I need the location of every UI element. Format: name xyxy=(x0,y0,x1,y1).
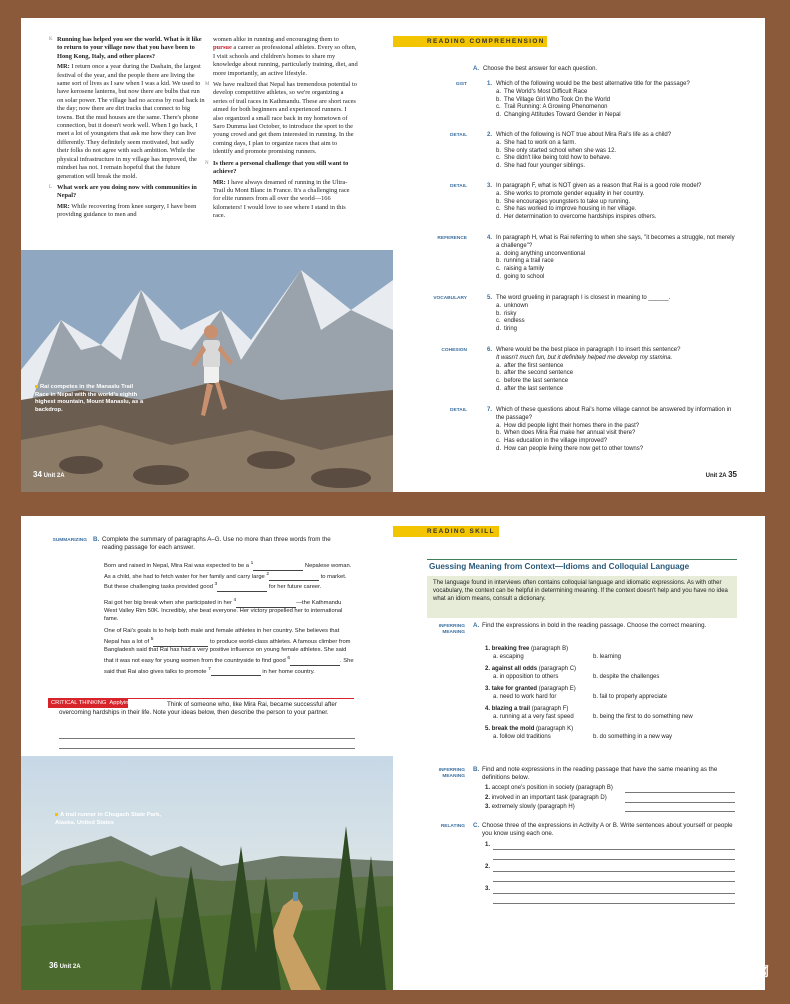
answer-line[interactable] xyxy=(625,811,735,812)
list-item: 2. against all odds (paragraph C) xyxy=(485,666,577,672)
mountain-runner-photo xyxy=(21,250,393,492)
skill-title: Guessing Meaning from Context—Idioms and Colloquial Language xyxy=(429,562,690,571)
list-item: 3. extremely slowly (paragraph H) xyxy=(485,804,575,810)
option[interactable]: b. She encourages youngsters to take up running. xyxy=(496,198,631,205)
peanut-logo-icon xyxy=(688,963,708,979)
summary-blank-6[interactable] xyxy=(290,659,340,666)
option[interactable]: b. risky xyxy=(496,310,517,317)
answer-line[interactable] xyxy=(493,859,735,860)
section-a-heading: A. Choose the best answer for each question. xyxy=(473,66,598,72)
page-folio: 36 Unit 2A xyxy=(49,961,81,970)
skill-tag: DETAIL xyxy=(450,184,467,189)
critical-thinking-prompt: Think of someone who, like Mira Rai, became successful after overcoming hardships in their life. Note your ideas below, then describe the person to your partner. xyxy=(59,701,337,716)
option[interactable]: b. after the second sentence xyxy=(496,370,574,377)
answer-line[interactable] xyxy=(493,903,735,904)
summary-blank-1[interactable] xyxy=(253,564,303,571)
option[interactable]: d. tiring xyxy=(496,326,518,333)
answer-line[interactable] xyxy=(493,871,735,872)
mountain-photo-illustration xyxy=(21,250,393,492)
section-a: A. Find the expressions in bold in the reading passage. Choose the correct meaning. xyxy=(473,622,707,629)
option[interactable]: d. Changing Attitudes Toward Gender in Nepal xyxy=(496,112,621,119)
option[interactable]: a. in opposition to others xyxy=(493,674,559,680)
section-b-heading: B. Complete the summary of paragraphs A–G. Use no more than three words from the reading passage for each answer. xyxy=(93,536,331,551)
option[interactable]: b. The Village Girl Who Took On the World xyxy=(496,96,611,103)
option[interactable]: c. She didn't like being told how to behave. xyxy=(496,155,612,162)
photo-caption: Rai competes in the Manaslu Trail Race in Nepal with the world's eighth highest mountain, Mount Manaslu, as a backdrop. xyxy=(35,384,144,413)
option[interactable]: c. raising a family xyxy=(496,266,545,273)
option[interactable]: a. escaping xyxy=(493,654,524,660)
list-item: 5. break the mold (paragraph K) xyxy=(485,726,574,732)
question-7: 7. Which of these questions about Rai's home village cannot be answered by information in the passage? a. How did people light their homes there in the past? b. When does Mira Rai make her annual visit there? c. Has education in the village improved? d. How can people living there now get to other towns? xyxy=(487,407,737,454)
answer-line[interactable] xyxy=(493,849,735,850)
answer-line[interactable] xyxy=(59,738,355,739)
choice-row xyxy=(485,653,735,661)
option[interactable]: b. do something in a new way xyxy=(593,734,673,740)
summary-blank-2[interactable] xyxy=(269,574,319,581)
option[interactable]: c. before the last sentence xyxy=(496,378,569,385)
option[interactable]: d. after the last sentence xyxy=(496,385,564,392)
page-36 xyxy=(21,516,393,990)
section-bar-reading-comprehension: READING COMPREHENSION xyxy=(393,36,547,47)
interview-answer-k: MR: I return once a year during the Dashain, the largest festival of the year, and the people there are living the same sort of lives as I saw when I was a kid. We used to have kerosene lanterns, but now there are bulbs that run on solar power. The village had no access by road back in the day; now there are dirt tracks that connect to big towns. But the mud houses are the same. There's phone connection, but it doesn't work well. When I go back, I meet a lot of youngsters that ask me how they can live differently. They definitely seem motivated, but sadly their folks do not agree with such ambition. While the physical infrastructure in my village has improved, the mindset has not. I remain hopeful that the future generation will break the mold. xyxy=(57,63,205,180)
choice-row xyxy=(485,713,735,721)
choice-row xyxy=(485,693,735,701)
option[interactable]: b. learning xyxy=(593,654,622,660)
answer-line[interactable] xyxy=(493,881,735,882)
divider xyxy=(427,559,737,560)
section-c: C. Choose three of the expressions in Activity A or B. Write sentences about yourself or people you know using each one. xyxy=(473,822,733,837)
summary-blank-4[interactable] xyxy=(236,601,296,608)
option[interactable]: a. running at a very fast speed xyxy=(493,714,574,720)
list-item: 4. blazing a trail (paragraph F) xyxy=(485,706,569,712)
caption-bullet-icon xyxy=(55,813,58,816)
interview-answer-n: MR: I have always dreamed of running in the Ultra-Trail du Mont Blanc in France. It's a challenging race for elite runners from all over the world—166 kilometers! I would love to see where I stand in this race. xyxy=(213,178,350,220)
summary-blank-7[interactable] xyxy=(211,669,261,676)
page-folio: Unit 2A 35 xyxy=(705,470,737,479)
question-6: 6. Where would be the best place in paragraph I to insert this sentence? It wasn't much fun, but it definitely helped me develop my stamina. a. after the first sentence b. after the second sentence c. before the last sentence d. after the last sentence xyxy=(487,347,737,394)
choice-row xyxy=(485,733,735,741)
skill-tag: INFERRING MEANING xyxy=(438,768,465,779)
section-b: B. Find and note expressions in the reading passage that have the same meaning as the definitions below. xyxy=(473,766,718,781)
list-item: 2. involved in an important task (paragraph D) xyxy=(485,794,607,801)
interview-answer-l: MR: While recovering from knee surgery, I have been providing guidance to men and xyxy=(57,202,197,219)
option[interactable]: a. follow old traditions xyxy=(493,734,551,740)
section-c-number-2: 2. xyxy=(485,864,491,870)
option[interactable]: c. Has education in the village improved? xyxy=(496,438,608,445)
question-5: 5. The word grueling in paragraph I is closest in meaning to ______. a. unknown b. risky c. endless d. tiring xyxy=(487,295,737,334)
interview-question-n: N Is there a personal challenge that you still want to achieve? xyxy=(205,159,349,176)
option[interactable]: a. need to work hard for xyxy=(493,694,557,700)
section-b-items xyxy=(485,784,735,813)
skill-tag: INFERRING MEANING xyxy=(438,624,465,635)
option[interactable]: c. Trail Running: A Growing Phenomenon xyxy=(496,104,608,111)
question-4: 4. In paragraph H, what is Rai referring to when she says, "it becomes a struggle, not merely a challenge"? a. doing anything unconventional b. running a trail race c. raising a family d. going to school xyxy=(487,235,737,282)
section-a-items xyxy=(485,645,735,741)
option[interactable]: d. She had four younger siblings. xyxy=(496,163,586,170)
watermark-logo: 小花生网 xyxy=(688,961,770,980)
question-3: 3. In paragraph F, what is NOT given as a reason that Rai is a good role model? a. She works to promote gender equality in her country. b. She encourages youngsters to take up running. c. She has worked to improve housing in her village. d. Her determination to overcome hardships inspires others. xyxy=(487,183,737,222)
text-column-right xyxy=(205,36,358,224)
option[interactable]: d. How can people living there now get to other towns? xyxy=(496,445,644,452)
summary-paragraph-2: Rai got her big break when she participated in her $^4$ —the Kathmandu West Valley Rim 50K. Incredibly, she beat everyone. Her victory propelled her to international fame. xyxy=(104,598,343,622)
option[interactable]: b. fail to properly appreciate xyxy=(593,694,668,700)
text-column-left xyxy=(49,36,207,223)
option[interactable]: a. She works to promote gender equality in her country. xyxy=(496,190,645,197)
option[interactable]: d. going to school xyxy=(496,273,545,280)
option[interactable]: b. When does Mira Rai make her annual visit there? xyxy=(496,430,636,437)
skill-tag: COHESION xyxy=(441,348,467,353)
answer-line[interactable] xyxy=(493,893,735,894)
question-1: 1. Which of the following would be the best alternative title for the passage? a. The World's Most Difficult Race b. The Village Girl Who Took On the World c. Trail Running: A Growing Phenomenon d. Changing Attitudes Toward Gender in Nepal xyxy=(487,81,737,120)
option[interactable]: a. unknown xyxy=(496,302,529,309)
page-34 xyxy=(21,18,393,492)
caption-bullet-icon xyxy=(35,385,38,388)
section-bar-reading-skill: READING SKILL xyxy=(393,526,499,537)
answer-line[interactable] xyxy=(625,792,735,793)
skill-intro: The language found in interviews often contains colloquial language and idiomatic expressions. As with other vocabulary, the context can be helpful in determining meaning. If the context doesn't help and you have no idea what an idiom means, consult a dictionary. xyxy=(433,580,728,602)
question-2: 2. Which of the following is NOT true about Mira Rai's life as a child? a. She had to work on a farm. b. She only started school when she was 12. c. She didn't like being told how to behave. d. She had four younger siblings. xyxy=(487,132,737,171)
option[interactable]: b. running a trail race xyxy=(496,258,554,265)
summary-blank-5[interactable] xyxy=(153,640,208,647)
answer-line[interactable] xyxy=(625,802,735,803)
runner-figure xyxy=(293,892,298,901)
option[interactable]: a. The World's Most Difficult Race xyxy=(496,88,588,95)
option[interactable]: c. She has worked to improve housing in her village. xyxy=(496,206,637,213)
photo-caption: A trail runner in Chugach State Park, Alaska, United States xyxy=(55,812,161,826)
summary-blank-3[interactable] xyxy=(217,585,267,592)
option[interactable]: a. How did people light their homes there in the past? xyxy=(496,422,640,429)
summary-paragraph-1: Born and raised in Nepal, Mira Rai was expected to be a $^1$ Nepalese woman. As a child, she had to fetch water for her family and carry large $^2$ to market. But these challenging tasks provided good $^3$ for her future career. xyxy=(104,561,352,591)
option[interactable]: a. She had to work on a farm. xyxy=(496,139,577,146)
skill-tag: DETAIL xyxy=(450,408,467,413)
section-c-number-1: 1. xyxy=(485,842,491,848)
page-folio: 34 Unit 2A xyxy=(33,470,65,479)
interview-question-l: L What work are you doing now with communities in Nepal? xyxy=(49,183,197,200)
skill-tag: GIST xyxy=(455,82,467,87)
option[interactable]: a. doing anything unconventional xyxy=(496,250,586,257)
critical-thinking-label: CRITICAL THINKING Applying Ideas xyxy=(48,698,128,708)
summary-text xyxy=(104,560,354,676)
paragraph-continued: women alike in running and encouraging them to pursue a career as professional athletes. Every so often, I visit schools and children's homes to share my knowledge about running, particularly training, diet, and more importantly, an active lifestyle. xyxy=(213,36,358,77)
skill-tag: DETAIL xyxy=(450,133,467,138)
choice-row xyxy=(485,673,735,681)
skill-tag: RELATING xyxy=(440,824,465,829)
list-item: 1. breaking free (paragraph B) xyxy=(485,646,569,652)
list-item: 1. accept one's position in society (paragraph B) xyxy=(485,785,613,791)
trail-runner-photo xyxy=(21,756,393,990)
option[interactable]: a. after the first sentence xyxy=(496,362,564,369)
skill-tag: SUMMARIZING xyxy=(52,538,87,543)
page-35 xyxy=(393,18,765,492)
section-c-number-3: 3. xyxy=(485,886,491,892)
option[interactable]: c. endless xyxy=(496,318,525,325)
option[interactable]: d. Her determination to overcome hardships inspires others. xyxy=(496,214,657,221)
option[interactable]: b. She only started school when she was 12. xyxy=(496,147,617,154)
option[interactable]: b. despite the challenges xyxy=(593,674,660,680)
alaska-trail-illustration xyxy=(21,756,393,990)
list-item: 3. take for granted (paragraph E) xyxy=(485,686,576,692)
paragraph-m: M We have realized that Nepal has tremendous potential to develop competitive athletes, so we're organizing a series of trail races in Kathmandu. These are short races aimed for both beginners and experienced runners. I also organized a small race back in my hometown of Saro Dumma last October, to introduce the sport to the young crowd and get them interested in running. In the coming days, I plan to organize races that aim to identify and promote promising runners. xyxy=(205,81,357,156)
page-37 xyxy=(393,516,765,990)
option[interactable]: b. being the first to do something new xyxy=(593,714,693,720)
interview-question-k: K Running has helped you see the world. What is it like to return to your village now that you have been to Hong Kong, Italy, and other places? xyxy=(49,36,202,60)
answer-line[interactable] xyxy=(59,748,355,749)
skill-tag: VOCABULARY xyxy=(433,296,467,301)
summary-paragraph-3: One of Rai's goals is to help both male and female athletes in her country. She believes that Nepal has a lot of $^5$ to produce world-class athletes. A famous climber from Bangladesh said that Rai has had a very positive influence on young female athletes. She said that it was not easy for young women from the countryside to find good $^6$ . She said that Rai also gives talks to promote $^7$ in her home country. xyxy=(104,628,354,675)
skill-tag: REFERENCE xyxy=(437,236,467,241)
